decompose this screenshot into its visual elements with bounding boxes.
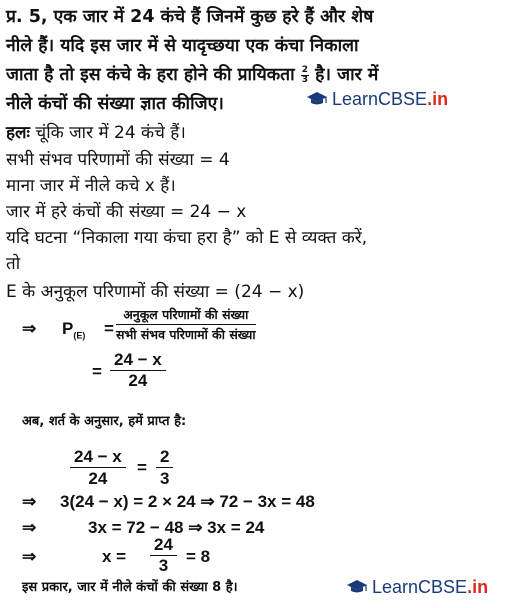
question-line-1: प्र. 5, एक जार में 24 कंचे हैं जिनमें कुछ हरे हैं और शेष [6, 7, 374, 27]
logo-cbse: CBSE [378, 89, 428, 109]
probability-symbol [62, 319, 85, 340]
conclusion-line: इस प्रकार, जार में नीले कंचों की संख्या 8 है। [22, 580, 238, 595]
learncbse-logo [306, 89, 448, 110]
solution-line-1 [6, 120, 186, 143]
logo-learn: Learn [332, 89, 379, 109]
logo-cbse: CBSE [418, 577, 468, 597]
fraction-3-right-numerator: 2 [156, 446, 173, 468]
logo-learn: Learn [372, 577, 419, 597]
solution-line-5: यदि घटना “निकाला गया कंचा हरा है” को E से व्यक्त करें, [6, 228, 368, 248]
solution-line-2: सभी संभव परिणामों की संख्या = 4 [6, 150, 230, 170]
condition-line: अब, शर्त के अनुसार, हमें प्राप्त है: [22, 414, 187, 429]
probability-denominator: 3 [301, 74, 309, 85]
equation-left-fraction [70, 446, 126, 489]
step-1: 3(24 − x) = 2 × 24 ⇒ 72 − 3x = 48 [60, 492, 315, 511]
implies-arrow-2: ⇒ [22, 492, 37, 511]
solution-line-1-text: चूंकि जार में 24 कंचे हैं। [35, 123, 186, 143]
fraction-3-right-denominator: 3 [160, 469, 170, 488]
total-outcomes-label: सभी संभव परिणामों की संख्या [116, 327, 256, 342]
implies-arrow-3: ⇒ [22, 518, 37, 537]
solution-line-6: तो [6, 254, 21, 274]
probability-subscript: (E) [73, 330, 86, 341]
graduation-cap-icon [306, 91, 328, 107]
equals-1: = [104, 319, 114, 338]
probability-fraction [301, 66, 309, 85]
solution-line-3: माना जार में नीले कचे x हैं। [6, 176, 176, 196]
question-line-4: नीले कंचों की संख्या ज्ञात कीजिए। [6, 94, 224, 114]
step-3-fraction [150, 535, 177, 576]
logo-in: .in [467, 577, 489, 597]
fraction-2-numerator: 24 − x [110, 350, 166, 371]
step-2: 3x = 72 − 48 ⇒ 3x = 24 [88, 518, 265, 537]
step-3-result: = 8 [186, 547, 211, 566]
fraction-3-numerator: 24 − x [70, 446, 126, 468]
fraction-2-denominator: 24 [128, 371, 148, 390]
equals-3: = [137, 458, 147, 477]
fraction-3-denominator: 24 [88, 469, 108, 488]
question-line-3 [6, 62, 378, 86]
solution-line-7: E के अनुकूल परिणामों की संख्या = (24 − x) [6, 282, 305, 302]
step-3-denominator: 3 [158, 556, 169, 575]
favorable-outcomes-label: अनुकूल परिणामों की संख्या [116, 305, 256, 325]
logo-in: .in [427, 89, 449, 109]
probability-p: P [62, 319, 74, 338]
implies-arrow-4: ⇒ [22, 547, 37, 566]
step-3-numerator: 24 [150, 535, 177, 556]
learncbse-logo-bottom [346, 577, 488, 598]
question-line-3-tail: है। जार में [315, 65, 379, 85]
implies-arrow-1: ⇒ [22, 319, 37, 338]
equation-right-fraction [156, 446, 173, 489]
probability-value-fraction [110, 350, 166, 391]
solution-label: हलः [6, 123, 30, 143]
question-line-3-text: जाता है तो इस कंचे के हरा होने की प्रायिकता [6, 65, 295, 85]
equals-2: = [92, 362, 102, 381]
question-line-2: नीले हैं। यदि इस जार में से यादृच्छया एक कंचा निकाला [6, 36, 359, 56]
probability-definition-fraction [116, 305, 256, 344]
solution-line-4: जार में हरे कंचों की संख्या = 24 − x [6, 202, 247, 222]
probability-numerator: 2 [301, 64, 309, 75]
graduation-cap-icon [346, 579, 368, 595]
step-3-lhs: x = [102, 547, 127, 566]
